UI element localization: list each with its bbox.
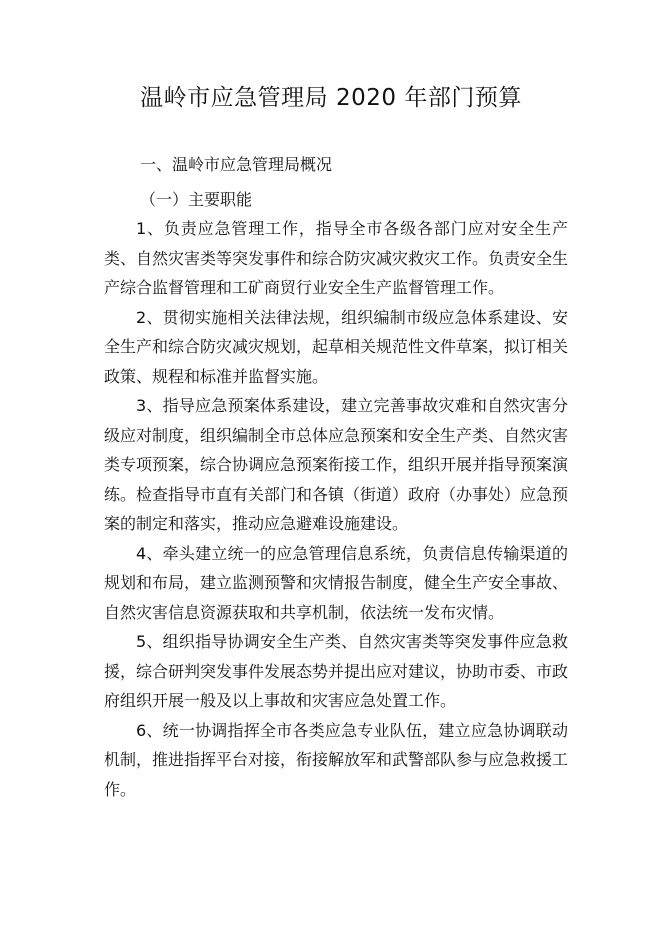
paragraph-4: 4、牵头建立统一的应急管理信息系统，负责信息传输渠道的规划和布局，建立监测预警和灾情报告制度，健全生产安全事故、自然灾害信息资源获取和共享机制，依法统一发布灾情。	[104, 543, 569, 622]
section-heading: 一、温岭市应急管理局概况	[140, 155, 333, 174]
document-title: 温岭市应急管理局 2020 年部门预算	[140, 85, 522, 111]
paragraph-6: 6、统一协调指挥全市各类应急专业队伍，建立应急协调联动机制，推进指挥平台对接，衔接解放军和武警部队参与应急救援工作。	[104, 720, 569, 799]
paragraph-5: 5、组织指导协调安全生产类、自然灾害类等突发事件应急救援，综合研判突发事件发展态势并提出应对建议，协助市委、市政府组织开展一般及以上事故和灾害应急处置工作。	[104, 632, 569, 710]
sub-heading: （一）主要职能	[140, 190, 253, 209]
paragraph-1: 1、负责应急管理工作，指导全市各级各部门应对安全生产类、自然灾害类等突发事件和综合防灾减灾救灾工作。负责安全生产综合监督管理和工矿商贸行业安全生产监督管理工作。	[104, 219, 569, 297]
paragraph-3: 3、指导应急预案体系建设，建立完善事故灾难和自然灾害分级应对制度，组织编制全市总体应急预案和安全生产类、自然灾害类专项预案，综合协调应急预案衔接工作，组织开展并指导预案演练。检查指导市直有关部门和各镇（街道）政府（办事处）应急预案的制定和落实，推动应急避难设施建设。	[104, 396, 569, 533]
paragraph-2: 2、贯彻实施相关法律法规，组织编制市级应急体系建设、安全生产和综合防灾减灾规划，起草相关规范性文件草案，拟订相关政策、规程和标准并监督实施。	[104, 307, 569, 386]
body-text	[104, 214, 568, 804]
